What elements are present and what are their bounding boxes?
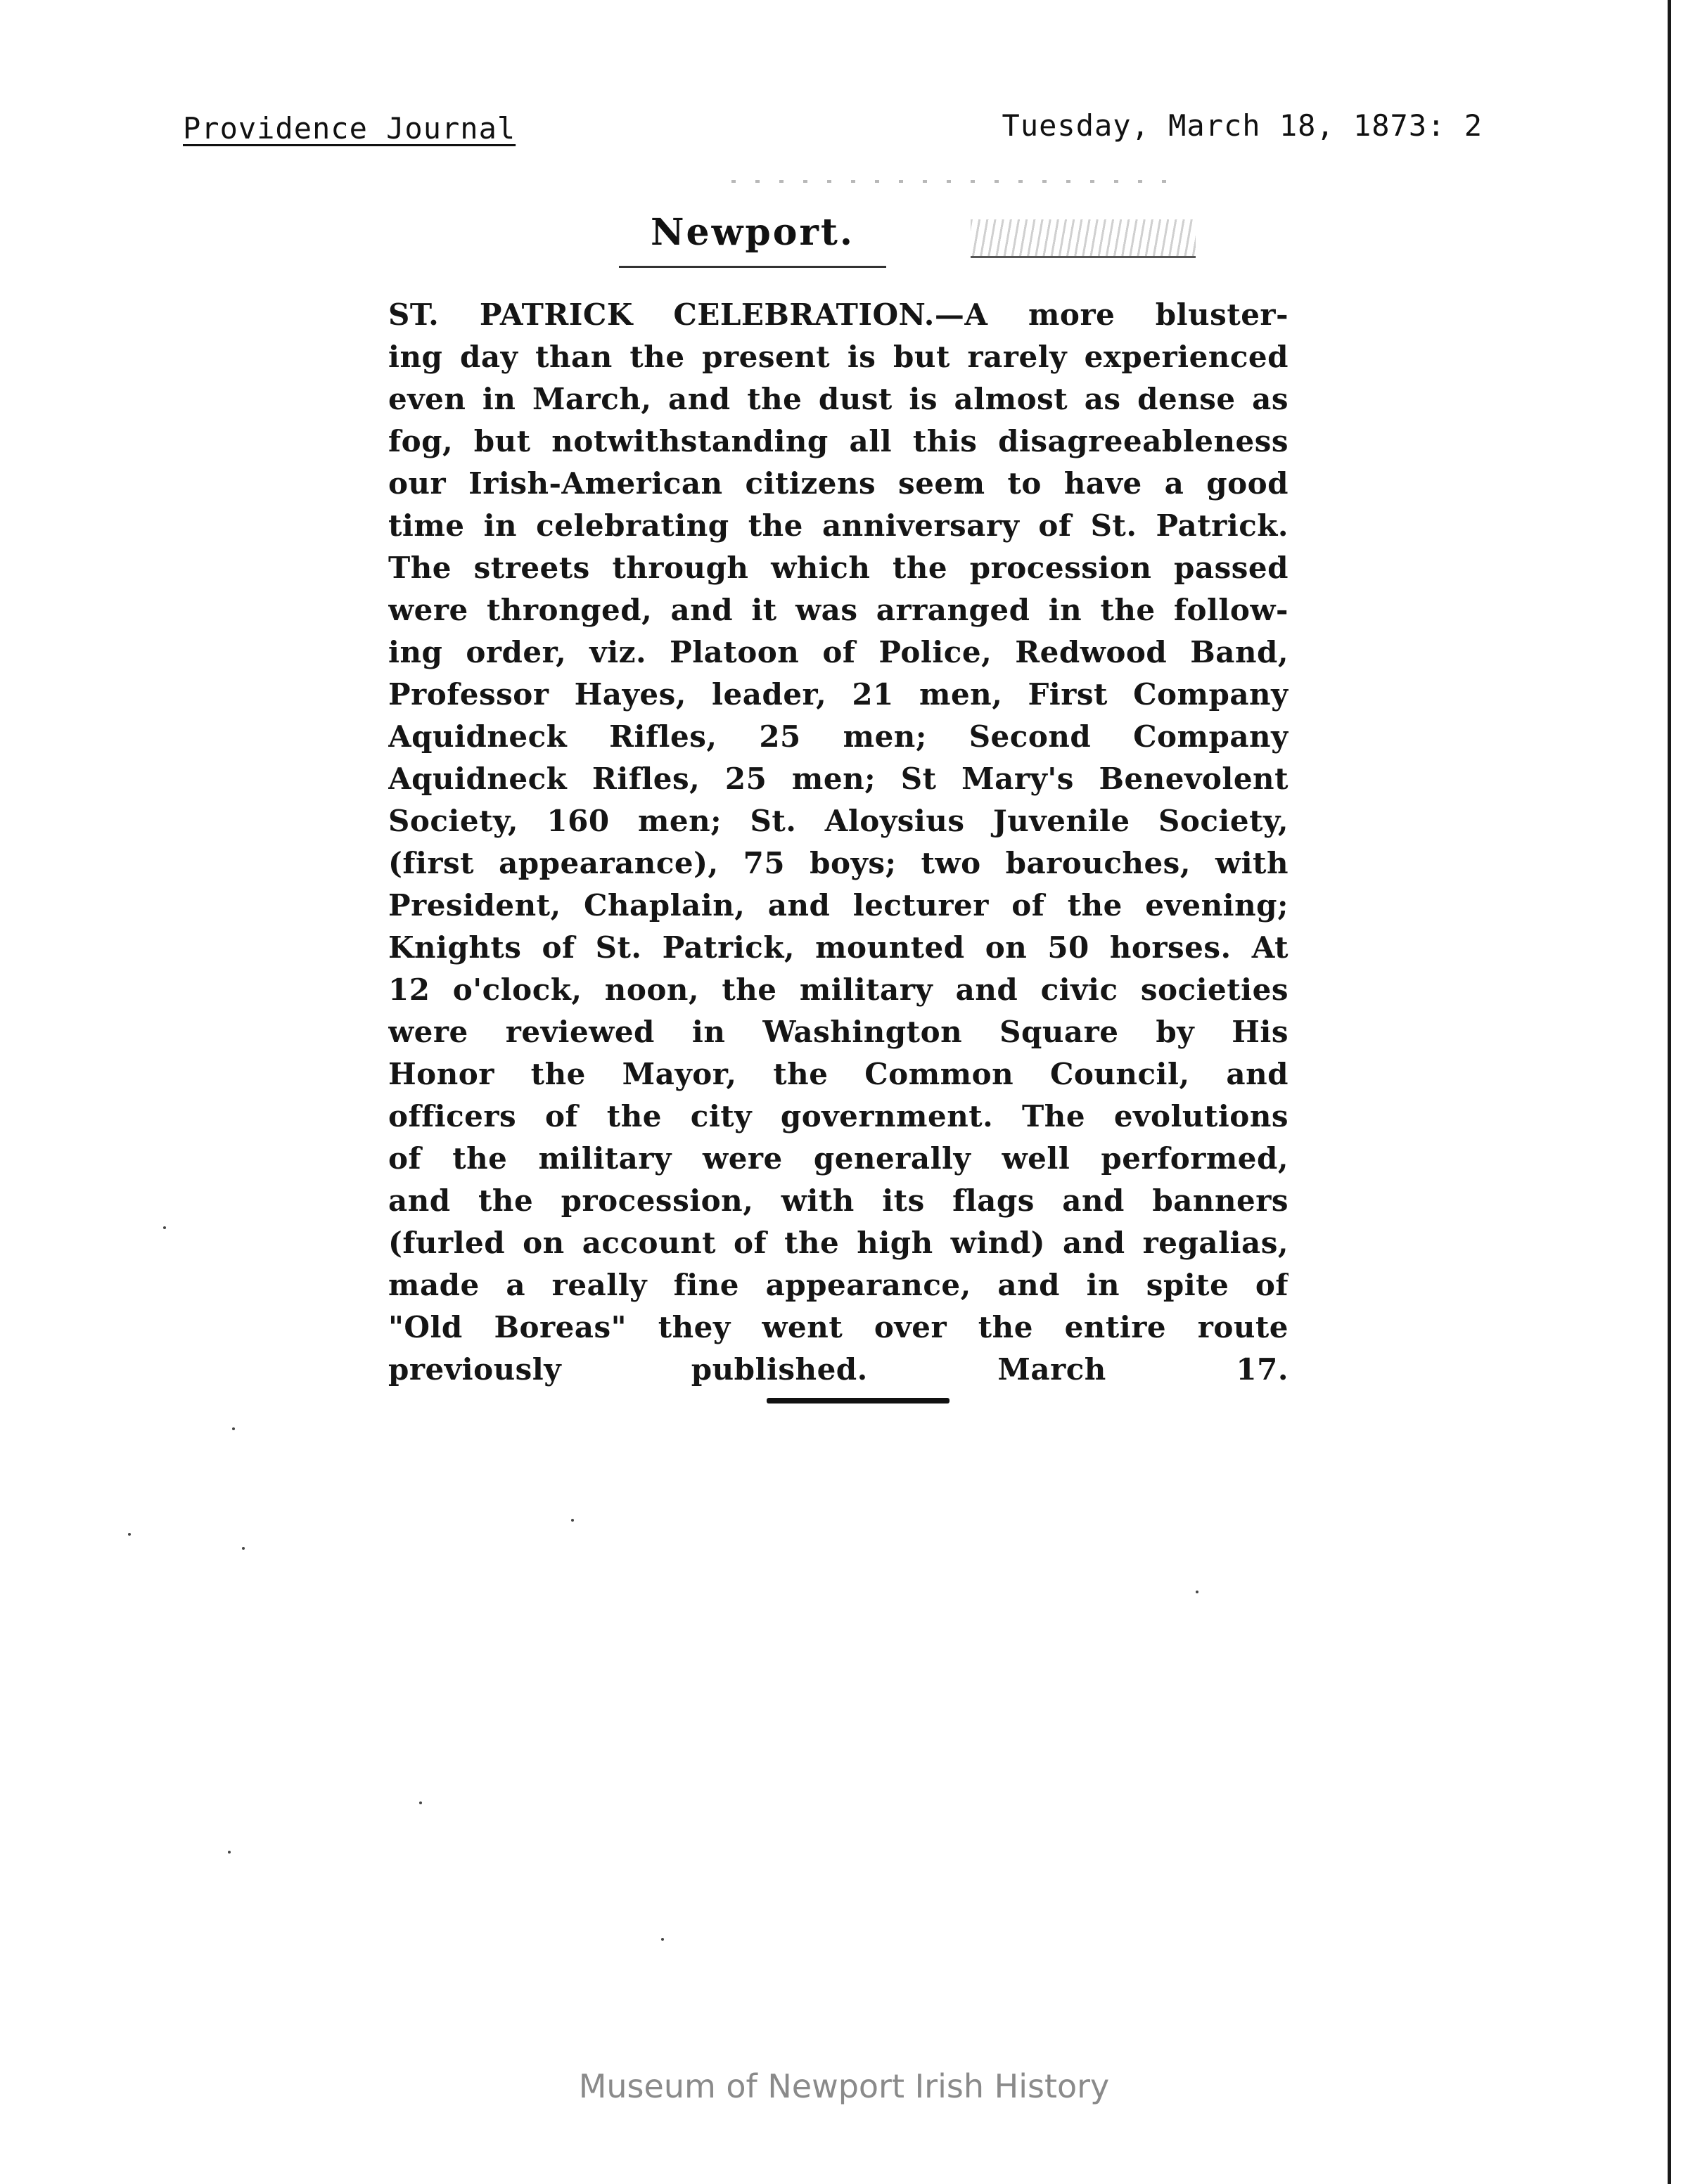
article-headline: Newport.	[651, 211, 855, 254]
footer-credit: Museum of Newport Irish History	[578, 2067, 1110, 2105]
article-line: time in celebrating the anniversary of St. Patrick.	[388, 508, 1289, 543]
article-line: even in March, and the dust is almost as dense as	[388, 382, 1289, 416]
article-line: Aquidneck Rifles, 25 men; Second Company	[388, 719, 1289, 754]
article-line: and the procession, with its flags and banners	[388, 1183, 1289, 1218]
article-line: of the military were generally well performed,	[388, 1141, 1289, 1176]
article-line: Aquidneck Rifles, 25 men; St Mary's Benevolent	[388, 762, 1289, 796]
article-line: our Irish-American citizens seem to have a good	[388, 466, 1289, 501]
newspaper-source: Providence Journal	[183, 111, 516, 146]
article-line: previously published. March 17.	[388, 1352, 1289, 1387]
article-line: (furled on account of the high wind) and regalias,	[388, 1226, 1289, 1260]
scan-speck	[242, 1547, 245, 1550]
article-line: Society, 160 men; St. Aloysius Juvenile Society,	[388, 804, 1289, 838]
article-line: made a really fine appearance, and in spite of	[388, 1268, 1289, 1302]
article-body	[388, 294, 1289, 1391]
publication-date: Tuesday, March 18, 1873: 2	[1002, 108, 1483, 143]
article-line: "Old Boreas" they went over the entire route	[388, 1310, 1289, 1344]
article-line: Knights of St. Patrick, mounted on 50 horses. At	[388, 930, 1289, 965]
scan-speck	[232, 1427, 235, 1430]
article-line: ing day than the present is but rarely experienced	[388, 340, 1289, 374]
scan-speck	[571, 1519, 574, 1522]
scan-speck	[661, 1938, 664, 1941]
article-line: were reviewed in Washington Square by His	[388, 1015, 1289, 1049]
article-line: The streets through which the procession passed	[388, 551, 1289, 585]
article-line: 12 o'clock, noon, the military and civic societies	[388, 972, 1289, 1007]
scan-speck	[228, 1851, 231, 1854]
scan-smudge	[971, 219, 1196, 258]
article-line: (first appearance), 75 boys; two barouches, with	[388, 846, 1289, 880]
article-line: President, Chaplain, and lecturer of the evening;	[388, 888, 1289, 923]
article-line: ST. PATRICK CELEBRATION.—A more bluster-	[388, 297, 1289, 332]
scan-speck	[1196, 1591, 1198, 1593]
article-line: fog, but notwithstanding all this disagreeableness	[388, 424, 1289, 458]
article-line: officers of the city government. The evolutions	[388, 1099, 1289, 1133]
article-end-rule	[767, 1398, 950, 1403]
article-line: Professor Hayes, leader, 21 men, First Company	[388, 677, 1289, 712]
scan-speck	[163, 1226, 166, 1229]
scan-speck	[128, 1533, 131, 1536]
article-line: were thronged, and it was arranged in the follow-	[388, 593, 1289, 627]
scan-speck	[419, 1801, 422, 1804]
article-line: ing order, viz. Platoon of Police, Redwood Band,	[388, 635, 1289, 669]
scan-speckle	[731, 180, 1168, 183]
article-line: Honor the Mayor, the Common Council, and	[388, 1057, 1289, 1091]
headline-rule	[619, 266, 886, 268]
page-edge	[1668, 0, 1671, 2184]
